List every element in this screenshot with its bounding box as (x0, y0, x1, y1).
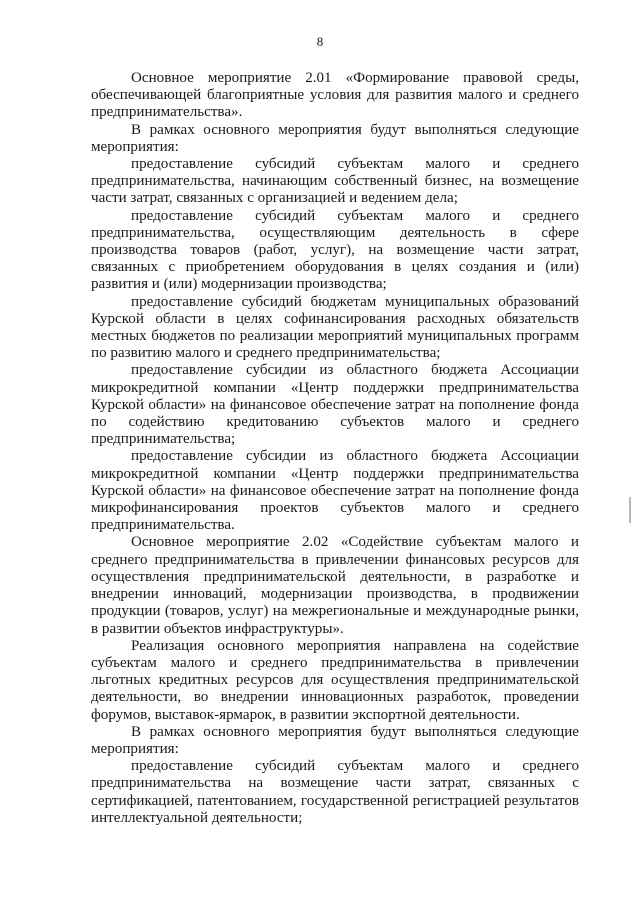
paragraph-subsidy-credit-fund: предоставление субсидии из областного бюджета Ассоциации микрокредитной компании «Центр поддержки предпринимательства Курской области» на финансовое обеспечение затрат на пополнение фонда по содействию кредитованию субъектов малого и среднего предпринимательства; (91, 362, 579, 448)
scan-margin-mark (629, 497, 631, 523)
paragraph-subsidy-microfinance-fund: предоставление субсидии из областного бюджета Ассоциации микрокредитной компании «Центр поддержки предпринимательства Курской области» на финансовое обеспечение затрат на пополнение фонда микрофинансирования проектов субъектов малого и среднего предпринимательства. (91, 448, 579, 534)
paragraph-measures-intro: В рамках основного мероприятия будут выполняться следующие мероприятия: (91, 121, 579, 155)
paragraph-subsidy-certification: предоставление субсидий субъектам малого и среднего предпринимательства на возмещение части затрат, связанных с сертификацией, патентованием, государственной регистрацией результатов интеллектуальной деятельности; (91, 758, 579, 826)
paragraph-measures-intro-2: В рамках основного мероприятия будут выполняться следующие мероприятия: (91, 723, 579, 757)
paragraph-measure-2-01-title: Основное мероприятие 2.01 «Формирование правовой среды, обеспечивающей благоприятные условия для развития малого и среднего предпринимательства». (91, 70, 579, 121)
paragraph-subsidy-municipal: предоставление субсидий бюджетам муниципальных образований Курской области в целях софинансирования расходных обязательств местных бюджетов по реализации мероприятий муниципальных программ по развитию малого и среднего предпринимательства; (91, 293, 579, 362)
paragraph-subsidy-equipment: предоставление субсидий субъектам малого и среднего предпринимательства, осуществляющим деятельность в сфере производства товаров (работ, услуг), на возмещение части затрат, связанных с приобретением оборудования в целях создания и (или) развития и (или) модернизации производства; (91, 207, 579, 293)
paragraph-measure-2-02-title: Основное мероприятие 2.02 «Содействие субъектам малого и среднего предпринимательства в привлечении финансовых ресурсов для осуществления предпринимательской деятельности, в разработке и внедрении инноваций, модернизации производства, в продвижении продукции (товаров, услуг) на межрегиональные и международные рынки, в развитии объектов инфраструктуры». (91, 534, 579, 637)
paragraph-subsidy-startups: предоставление субсидий субъектам малого и среднего предпринимательства, начинающим собственный бизнес, на возмещение части затрат, связанных с организацией и ведением дела; (91, 156, 579, 207)
page-number: 8 (316, 34, 324, 49)
document-body (91, 70, 579, 827)
paragraph-measure-2-02-description: Реализация основного мероприятия направлена на содействие субъектам малого и среднего предпринимательства в привлечении льготных кредитных ресурсов для осуществления предпринимательской деятельности, во внедрении инновационных разработок, проведении форумов, выставок-ярмарок, в развитии экспортной деятельности. (91, 637, 579, 723)
